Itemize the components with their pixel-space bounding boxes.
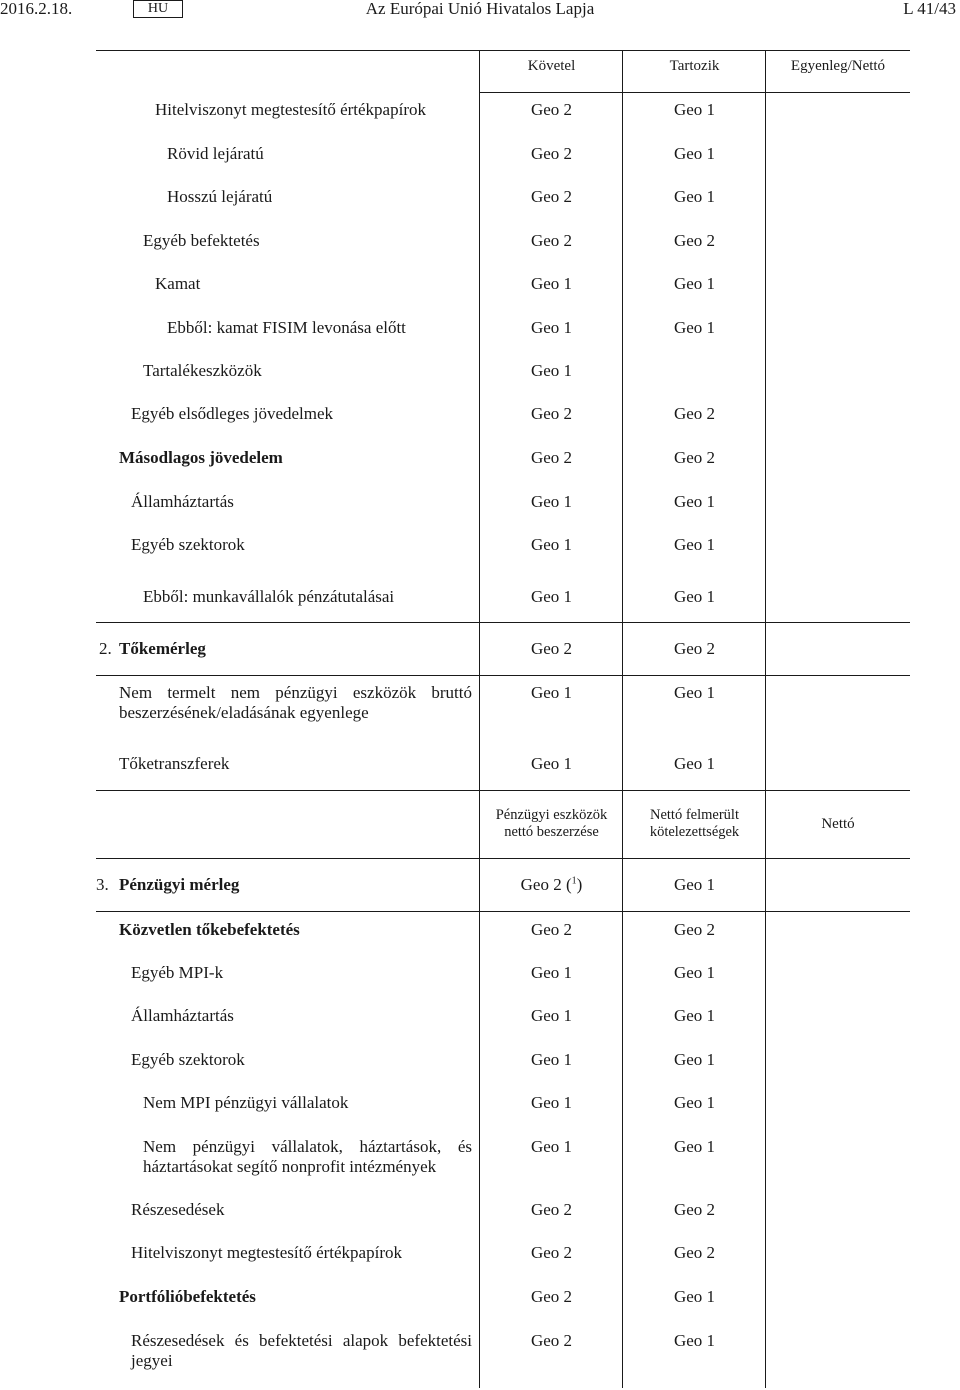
table-row-label: Hitelviszonyt megtestesítő értékpapírok — [131, 1243, 402, 1262]
table-cell: Geo 2 — [673, 448, 716, 467]
table-row-label: Hosszú lejáratú — [167, 187, 273, 206]
col-header-egyenleg: Egyenleg/Nettó — [790, 58, 886, 74]
table-cell: Geo 1 — [530, 683, 573, 702]
table-row-label: Kamat — [155, 274, 201, 293]
col-header-net: Nettó — [821, 816, 855, 832]
table-cell: Geo 1 — [673, 1050, 716, 1069]
table-cell: Geo 2 — [530, 144, 573, 163]
rule-after-capital — [96, 675, 910, 676]
section-number: 2. — [99, 639, 112, 658]
table-cell: Geo 2 — [530, 404, 573, 423]
table-row-label: Nem pénzügyi vállalatok, háztartások, és háztartásokat segítő nonprofit intézmények — [143, 1137, 472, 1176]
table-cell: Geo 1 — [530, 535, 573, 554]
footnote-ref: 1 — [571, 875, 577, 887]
table-row-label: Ebből: kamat FISIM levonása előtt — [167, 318, 406, 337]
table-cell: Geo 1 — [530, 274, 573, 293]
table-cell: Geo 1 — [673, 683, 716, 702]
table-cell: Geo 1 — [530, 318, 573, 337]
table-cell: Geo 1 — [530, 1137, 573, 1156]
table-cell: Geo 1 — [673, 100, 716, 119]
table-cell: Geo 2 — [530, 1287, 573, 1306]
table-cell: Geo 2 — [530, 1200, 573, 1219]
table-cell: Geo 1 — [673, 535, 716, 554]
table-cell: Geo 2 — [530, 187, 573, 206]
header-rule — [480, 92, 910, 93]
table-cell: Geo 2 — [673, 231, 716, 250]
table-row-label: Tartalékeszközök — [143, 361, 262, 380]
table-cell: Geo 1 — [673, 144, 716, 163]
rule-before-capital — [96, 622, 910, 623]
table-cell: Geo 1 — [673, 187, 716, 206]
table-cell: Geo 2 — [530, 448, 573, 467]
section-number: 3. — [96, 875, 109, 894]
table-row-label: Nem MPI pénzügyi vállalatok — [143, 1093, 349, 1112]
table-row-label: Részesedések és befektetési alapok befektetési jegyei — [131, 1331, 472, 1370]
table-cell: Geo 1 — [673, 318, 716, 337]
table-cell: Geo 1 — [530, 1050, 573, 1069]
table-cell: Geo 1 — [673, 1093, 716, 1112]
section-title: Pénzügyi mérleg — [119, 875, 240, 894]
table-cell: Geo 2 — [673, 404, 716, 423]
rule-before-header2 — [96, 790, 910, 791]
table-cell: Geo 2 — [673, 1200, 716, 1219]
col-header-net-liabilities: Nettó felmerült kötelezettségek — [649, 807, 740, 840]
table-row-label: Nem termelt nem pénzügyi eszközök bruttó beszerzésének/eladásának egyenlege — [119, 683, 472, 722]
table-cell: Geo 1 — [530, 1006, 573, 1025]
table-row-label: Egyéb MPI-k — [131, 963, 224, 982]
table-cell: Geo 1 — [530, 963, 573, 982]
table-cell: Geo 1 — [673, 587, 716, 606]
table-cell: Geo 2 — [530, 231, 573, 250]
table-row-label: Másodlagos jövedelem — [119, 448, 283, 467]
table-cell: Geo 1 — [673, 963, 716, 982]
table-cell: Geo 1 — [673, 1006, 716, 1025]
rule-after-financial — [96, 911, 910, 912]
table-cell: Geo 1 — [530, 754, 573, 773]
section-title: Tőkemérleg — [119, 639, 206, 658]
table-row-label: Államháztartás — [131, 492, 234, 511]
table-cell: Geo 1 — [530, 361, 573, 380]
table-row-label: Egyéb szektorok — [131, 535, 245, 554]
rule-after-header2 — [96, 858, 910, 859]
table-cell: Geo 2 — [673, 639, 716, 658]
table-row-label: Egyéb szektorok — [131, 1050, 245, 1069]
table-cell: Geo 1 — [530, 1093, 573, 1112]
table-row-label: Részesedések — [131, 1200, 225, 1219]
table-row-label: Közvetlen tőkebefektetés — [119, 920, 300, 939]
language-badge: HU — [133, 0, 183, 18]
table-cell: Geo 1 — [673, 1331, 716, 1350]
table-cell: Geo 2 — [530, 100, 573, 119]
table-cell: Geo 2 — [530, 920, 573, 939]
table-cell-with-footnote: Geo 2 ($^1$) — [520, 875, 583, 894]
table-cell: Geo 2 — [520, 875, 562, 894]
table-row-label: Államháztartás — [131, 1006, 234, 1025]
table-cell: Geo 2 — [530, 1331, 573, 1350]
table-cell: Geo 2 — [530, 639, 573, 658]
table-cell: Geo 1 — [530, 492, 573, 511]
table-cell: Geo 1 — [673, 274, 716, 293]
table-row-label: Tőketranszferek — [119, 754, 230, 773]
table-cell: Geo 2 — [673, 920, 716, 939]
journal-title: Az Európai Unió Hivatalos Lapja — [365, 0, 595, 18]
table-top-rule — [96, 50, 910, 51]
table-cell: Geo 1 — [673, 754, 716, 773]
table-row-label: Hitelviszonyt megtestesítő értékpapírok — [155, 100, 426, 119]
table-cell: Geo 1 — [673, 1287, 716, 1306]
col-header-net-acquisition: Pénzügyi eszközök nettó beszerzése — [495, 807, 608, 840]
table-cell: Geo 1 — [673, 875, 716, 894]
table-row-label: Portfólióbefektetés — [119, 1287, 256, 1306]
page-number: L 41/43 — [903, 0, 956, 18]
table-cell: Geo 1 — [530, 587, 573, 606]
col-header-tartozik: Tartozik — [669, 58, 720, 74]
table-cell: Geo 1 — [673, 492, 716, 511]
table-row-label: Egyéb befektetés — [143, 231, 260, 250]
table-row-label: Ebből: munkavállalók pénzátutalásai — [143, 587, 395, 606]
publication-date: 2016.2.18. — [0, 0, 73, 18]
table-cell: Geo 1 — [673, 1137, 716, 1156]
table-row-label: Rövid lejáratú — [167, 144, 264, 163]
table-cell: Geo 2 — [530, 1243, 573, 1262]
col-header-kovetel: Követel — [527, 58, 576, 74]
page-header — [0, 0, 960, 24]
table-row-label: Egyéb elsődleges jövedelmek — [131, 404, 334, 423]
table-cell: Geo 2 — [673, 1243, 716, 1262]
